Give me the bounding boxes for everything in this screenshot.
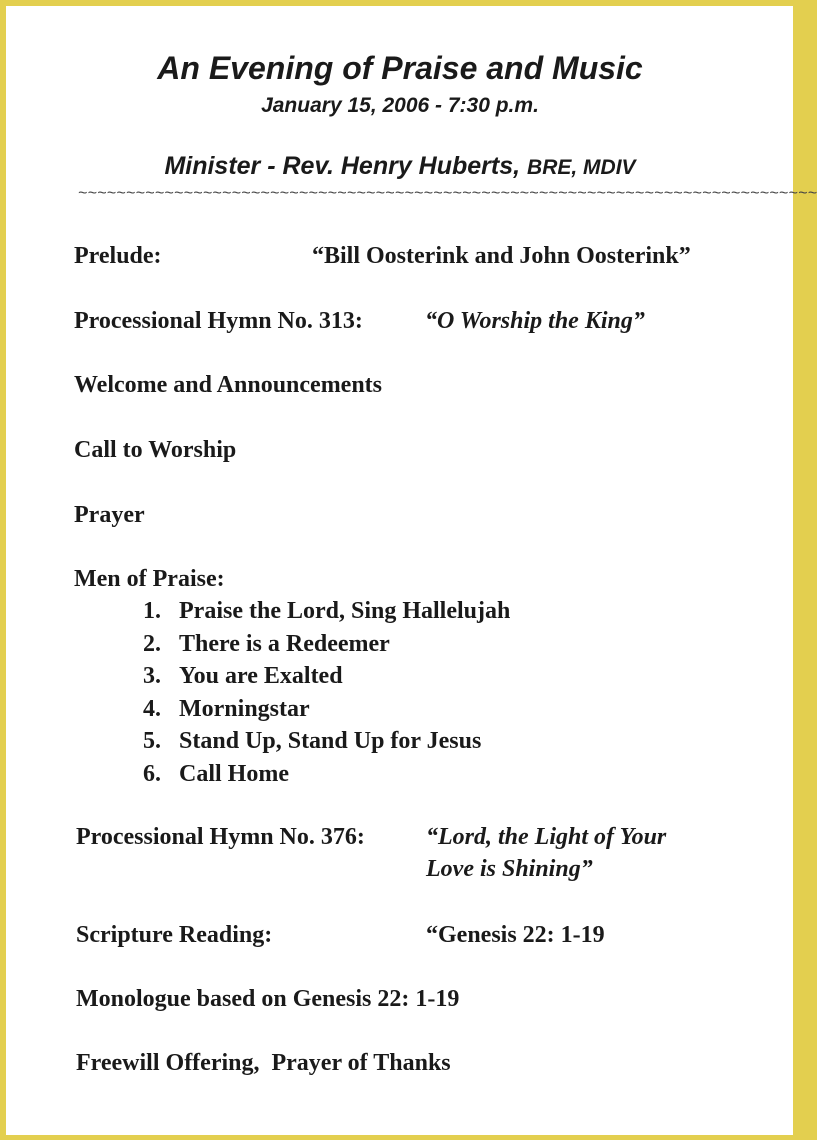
list-item: 6. Call Home (143, 760, 289, 787)
hymn2-value-line2: Love is Shining” (426, 856, 593, 882)
list-item: 5. Stand Up, Stand Up for Jesus (143, 728, 482, 754)
prayer-item: Prayer (74, 502, 145, 528)
men-of-praise-label: Men of Praise: (74, 566, 225, 592)
prelude-value: “Bill Oosterink and John Oosterink” (312, 243, 691, 269)
list-item: 4. Morningstar (143, 695, 310, 722)
list-item: 1. Praise the Lord, Sing Hallelujah (143, 598, 511, 624)
minister-name: Minister - Rev. Henry Huberts, (164, 152, 521, 180)
hymn2-label: Processional Hymn No. 376: (76, 824, 365, 850)
welcome-item: Welcome and Announcements (74, 372, 383, 398)
list-item: 3. You are Exalted (143, 663, 343, 689)
event-date: January 15, 2006 - 7:30 p.m. (261, 94, 539, 117)
scripture-label: Scripture Reading: (76, 922, 273, 948)
hymn1-label: Processional Hymn No. 313: (74, 308, 363, 334)
monologue-item: Monologue based on Genesis 22: 1-19 (76, 986, 460, 1012)
prelude-label: Prelude: (74, 243, 162, 269)
hymn1-value: “O Worship the King” (425, 308, 645, 334)
men-of-praise-list (143, 595, 510, 790)
call-to-worship-item: Call to Worship (74, 437, 237, 463)
scripture-value: “Genesis 22: 1-19 (426, 922, 605, 948)
minister-line (0, 152, 800, 181)
offering-item: Freewill Offering, Prayer of Thanks (76, 1050, 451, 1076)
list-item: 2. There is a Redeemer (143, 630, 390, 657)
page-title: An Evening of Praise and Music (157, 50, 643, 86)
tilde-divider: ~~~~~~~~~~~~~~~~~~~~~~~~~~~~~~~~~~~~~~~~~~~~~~~~~~~~~~~~~~~~~~~~~~~~~~~~~~~~~ (78, 185, 817, 203)
minister-degrees: BRE, MDIV (527, 156, 636, 179)
hymn2-value-line1: “Lord, the Light of Your (426, 824, 667, 850)
